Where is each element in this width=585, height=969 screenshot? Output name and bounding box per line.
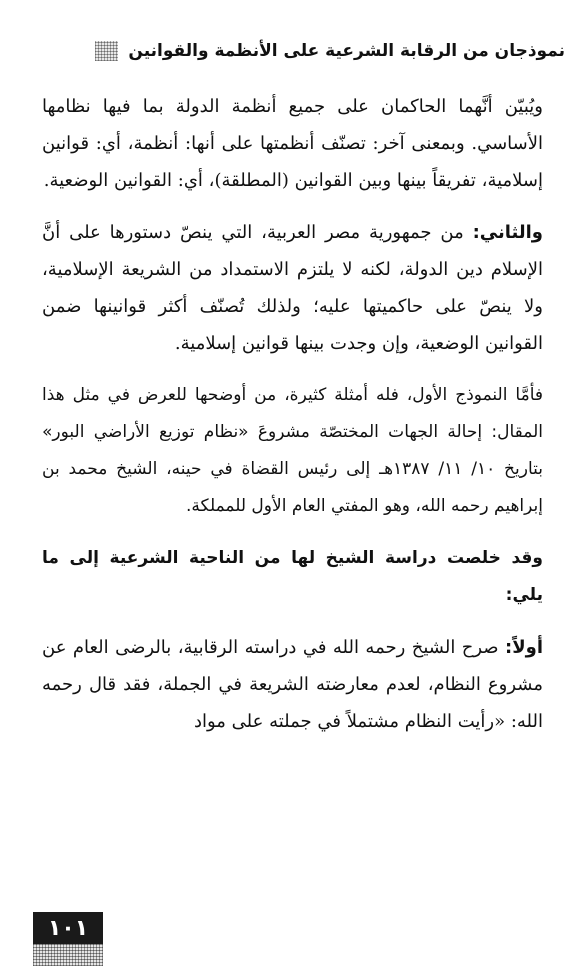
page-number-hatch-decoration (33, 944, 103, 966)
header-hatch-decoration (95, 41, 118, 61)
paragraph-4 (42, 540, 543, 614)
running-header (95, 38, 565, 64)
running-title: نموذجان من الرقابة الشرعية على الأنظمة والقوانين (128, 41, 565, 61)
page-body (42, 88, 543, 755)
paragraph-3 (42, 377, 543, 525)
paragraph-5 (42, 629, 543, 740)
paragraph-3-text: فأمَّا النموذج الأول، فله أمثلة كثيرة، من أوضحها للعرض في مثل هذا المقال: إحالة الجهات المختصّة مشروعَ «نظام توزيع الأراضي البور» بتاريخ ١٠/ ١١/ ١٣٨٧هـ إلى رئيس القضاة في حينه، الشيخ محمد بن إبراهيم رحمه الله، وهو المفتي العام الأول للمملكة. (42, 385, 543, 516)
paragraph-5-text: صرح الشيخ رحمه الله في دراسته الرقابية، بالرضى العام عن مشروع النظام، لعدم معارضته الشريعة في الجملة، فقد قال رحمه الله: «رأيت النظام مشتملاً في جملته على مواد (42, 637, 543, 732)
paragraph-1-text: ويُبيّن أنَّهما الحاكمان على جميع أنظمة الدولة بما فيها نظامها الأساسي. وبمعنى آخر: تصنّف أنظمتها على أنها: أنظمة، أي: قوانين إسلامية، تفريقاً بينها وبين القوانين (المطلقة)، أي: القوانين الوضعية. (42, 96, 543, 191)
paragraph-1 (42, 88, 543, 199)
paragraph-5-lead: أولاً: (505, 637, 543, 658)
page-number: ١٠١ (33, 912, 103, 944)
paragraph-2-text: من جمهورية مصر العربية، التي ينصّ دستورها على أنَّ الإسلام دين الدولة، لكنه لا يلتزم الاستمداد من الشريعة الإسلامية، ولا ينصّ على حاكميتها عليه؛ ولذلك تُصنّف أكثر قوانينها ضمن القوانين الوضعية، وإن وجدت بينها قوانين إسلامية. (42, 222, 543, 354)
paragraph-4-text: وقد خلصت دراسة الشيخ لها من الناحية الشرعية إلى ما يلي: (42, 548, 543, 605)
paragraph-2-lead: والثاني: (472, 222, 543, 243)
paragraph-2 (42, 214, 543, 362)
